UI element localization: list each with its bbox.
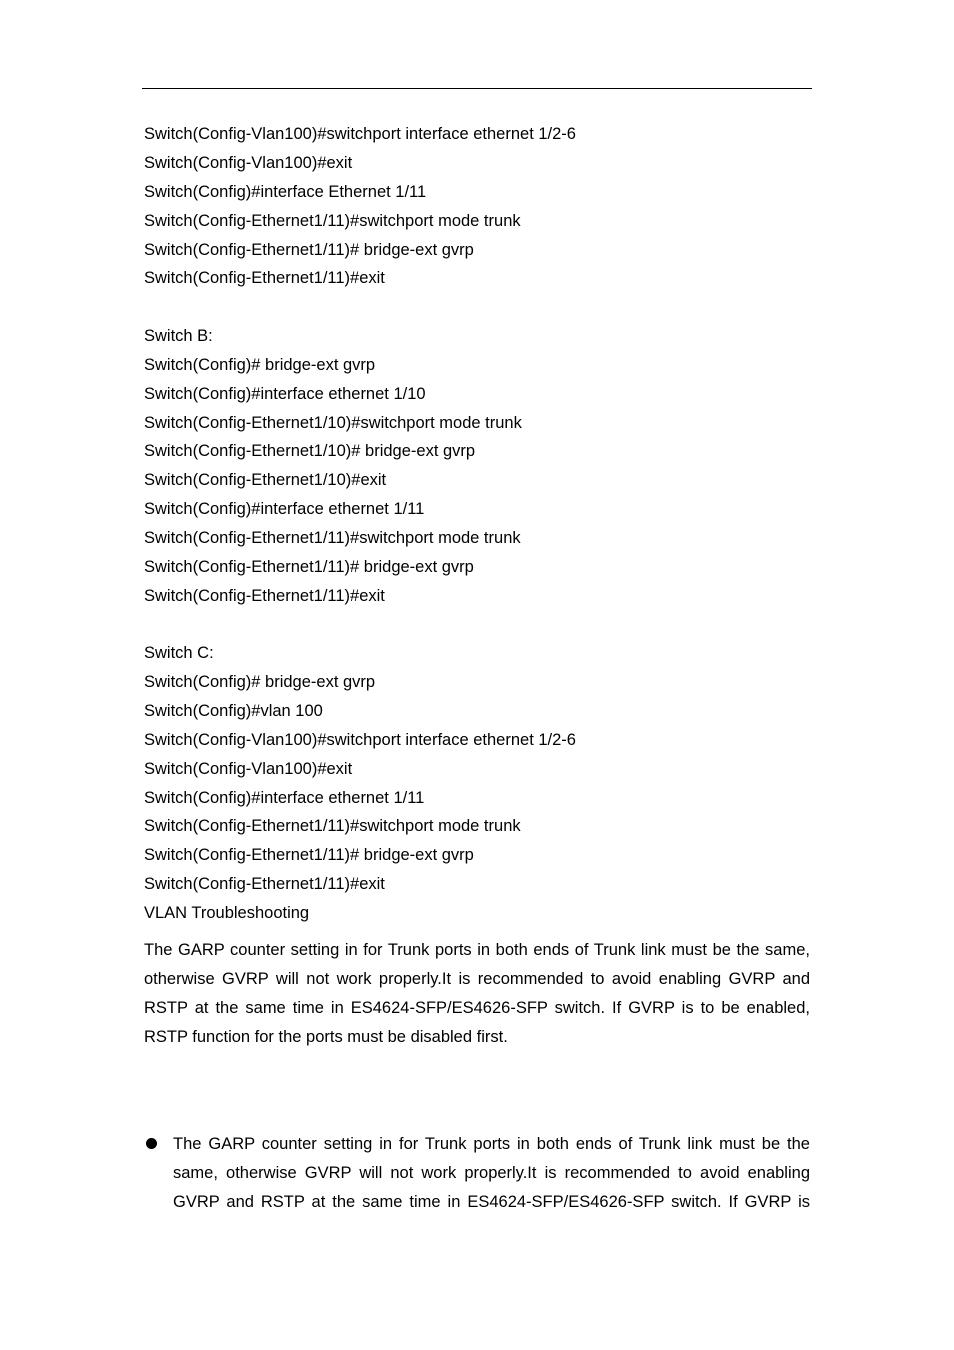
config-line: Switch(Config-Ethernet1/11)#switchport mode trunk xyxy=(144,529,521,547)
config-line: Switch(Config-Ethernet1/11)#exit xyxy=(144,269,385,287)
config-line: Switch(Config-Ethernet1/11)#exit xyxy=(144,587,385,605)
config-line: Switch(Config)# bridge-ext gvrp xyxy=(144,356,376,374)
header-rule xyxy=(142,88,812,89)
config-line: Switch(Config)#interface ethernet 1/10 xyxy=(144,385,426,403)
config-line: Switch(Config)#vlan 100 xyxy=(144,702,323,720)
config-line: Switch(Config-Ethernet1/10)#switchport mode trunk xyxy=(144,414,522,432)
config-line: Switch(Config-Ethernet1/11)#switchport mode trunk xyxy=(144,817,521,835)
config-line: Switch(Config-Vlan100)#switchport interface ethernet 1/2-6 xyxy=(144,125,576,143)
bullet-dot-icon xyxy=(146,1138,157,1149)
config-line: Switch(Config)#interface ethernet 1/11 xyxy=(144,500,425,518)
body-paragraph: The GARP counter setting in for Trunk ports in both ends of Trunk link must be the same, otherwise GVRP will not work properly.It is recommended to avoid enabling GVRP and RSTP at the same time in ES4624-SFP/ES4626-SFP switch. If GVRP is to be enabled, RSTP function for the ports must be disabled first. xyxy=(144,941,810,1046)
config-line: Switch(Config-Vlan100)#exit xyxy=(144,154,353,172)
switch-c-heading: Switch C: xyxy=(144,644,214,662)
config-line: Switch(Config)#interface ethernet 1/11 xyxy=(144,789,425,807)
config-line: Switch(Config-Ethernet1/11)#exit xyxy=(144,875,385,893)
config-line: Switch(Config-Ethernet1/10)# bridge-ext gvrp xyxy=(144,442,476,460)
config-line: Switch(Config)# bridge-ext gvrp xyxy=(144,673,376,691)
bullet-paragraph: The GARP counter setting in for Trunk ports in both ends of Trunk link must be the same, otherwise GVRP will not work properly.It is recommended to avoid enabling GVRP and RSTP at the same time in ES4624-SFP/ES4626-SFP switch. If GVRP is xyxy=(173,1135,810,1211)
config-line: Switch(Config-Ethernet1/11)# bridge-ext gvrp xyxy=(144,846,474,864)
config-line: Switch(Config-Ethernet1/10)#exit xyxy=(144,471,387,489)
config-line: Switch(Config-Ethernet1/11)# bridge-ext gvrp xyxy=(144,241,474,259)
switch-b-heading: Switch B: xyxy=(144,327,213,345)
config-line: Switch(Config-Ethernet1/11)# bridge-ext gvrp xyxy=(144,558,474,576)
config-line: Switch(Config)#interface Ethernet 1/11 xyxy=(144,183,427,201)
config-line: Switch(Config-Vlan100)#switchport interface ethernet 1/2-6 xyxy=(144,731,576,749)
config-line: Switch(Config-Vlan100)#exit xyxy=(144,760,353,778)
config-line: Switch(Config-Ethernet1/11)#switchport mode trunk xyxy=(144,212,521,230)
section-heading: VLAN Troubleshooting xyxy=(144,904,310,922)
